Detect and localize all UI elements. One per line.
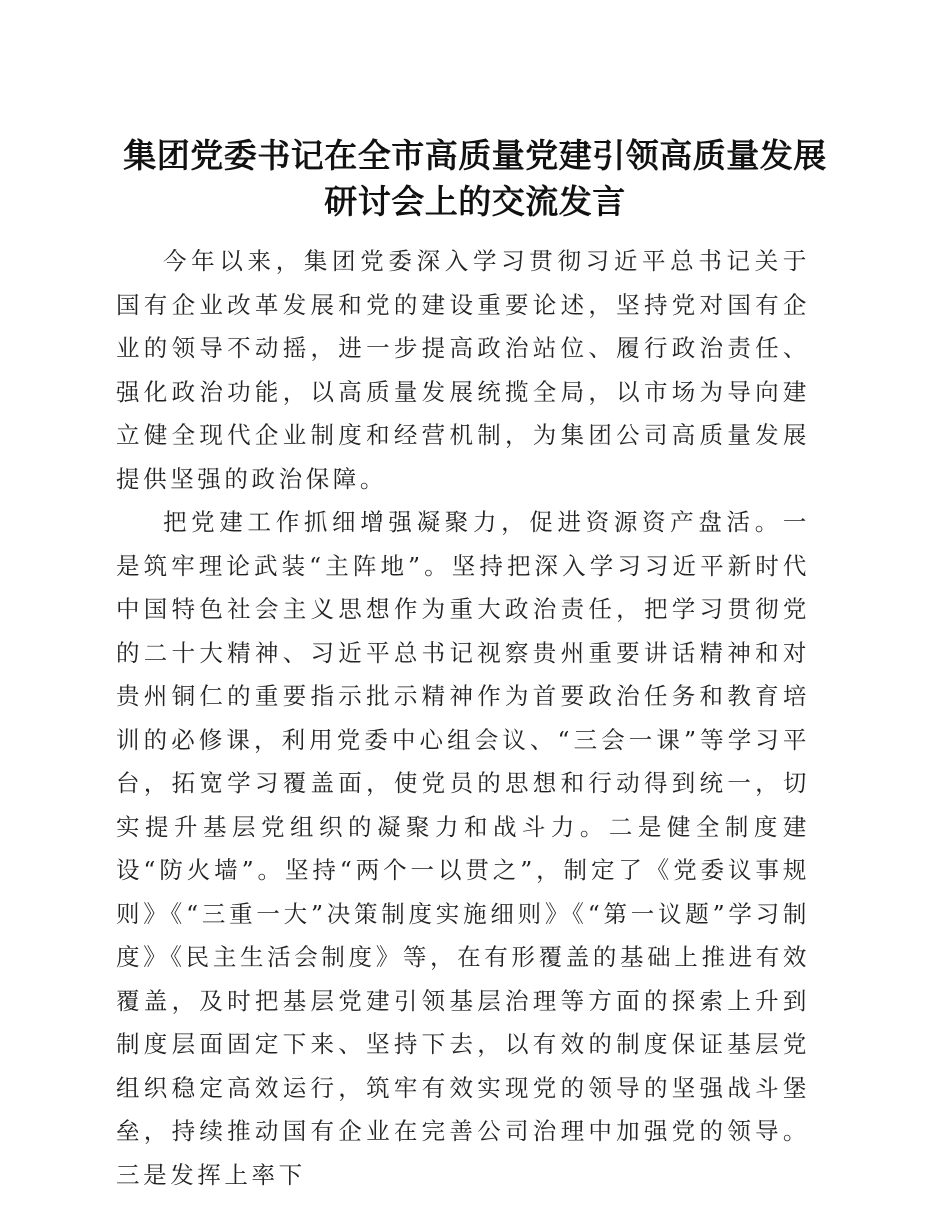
paragraph-intro: 今年以来，集团党委深入学习贯彻习近平总书记关于国有企业改革发展和党的建设重要论述，坚持党对国有企业的领导不动摇，进一步提高政治站位、履行政治责任、强化政治功能，以高质量发展统揽全局，以市场为导向建立健全现代企业制度和经营机制，为集团公司高质量发展提供坚强的政治保障。 <box>116 247 810 493</box>
document-title: 集团党委书记在全市高质量党建引领高质量发展研讨会上的交流发言 <box>123 136 827 221</box>
paragraph-party-building: 把党建工作抓细增强凝聚力，促进资源资产盘活。一是筑牢理论武装“主阵地”。坚持把深入学习习近平新时代中国特色社会主义思想作为重大政治责任，把学习贯彻党的二十大精神、习近平总书记视察贵州重要讲话精神和对贵州铜仁的重要指示批示精神作为首要政治任务和教育培训的必修课，利用党委中心组会议、“三会一课”等学习平台，拓宽学习覆盖面，使党员的思想和行动得到统一，切实提升基层党组织的凝聚力和战斗力。二是健全制度建设“防火墙”。坚持“两个一以贯之”，制定了《党委议事规则》《“三重一大”决策制度实施细则》《“第一议题”学习制度》《民主生活会制度》等，在有形覆盖的基础上推进有效覆盖，及时把基层党建引领基层治理等方面的探索上升到制度层面固定下来、坚持下去，以有效的制度保证基层党组织稳定高效运行，筑牢有效实现党的领导的坚强战斗堡垒，持续推动国有企业在完善公司治理中加强党的领导。三是发挥上率下 <box>116 508 810 1189</box>
document-body <box>116 240 810 1197</box>
